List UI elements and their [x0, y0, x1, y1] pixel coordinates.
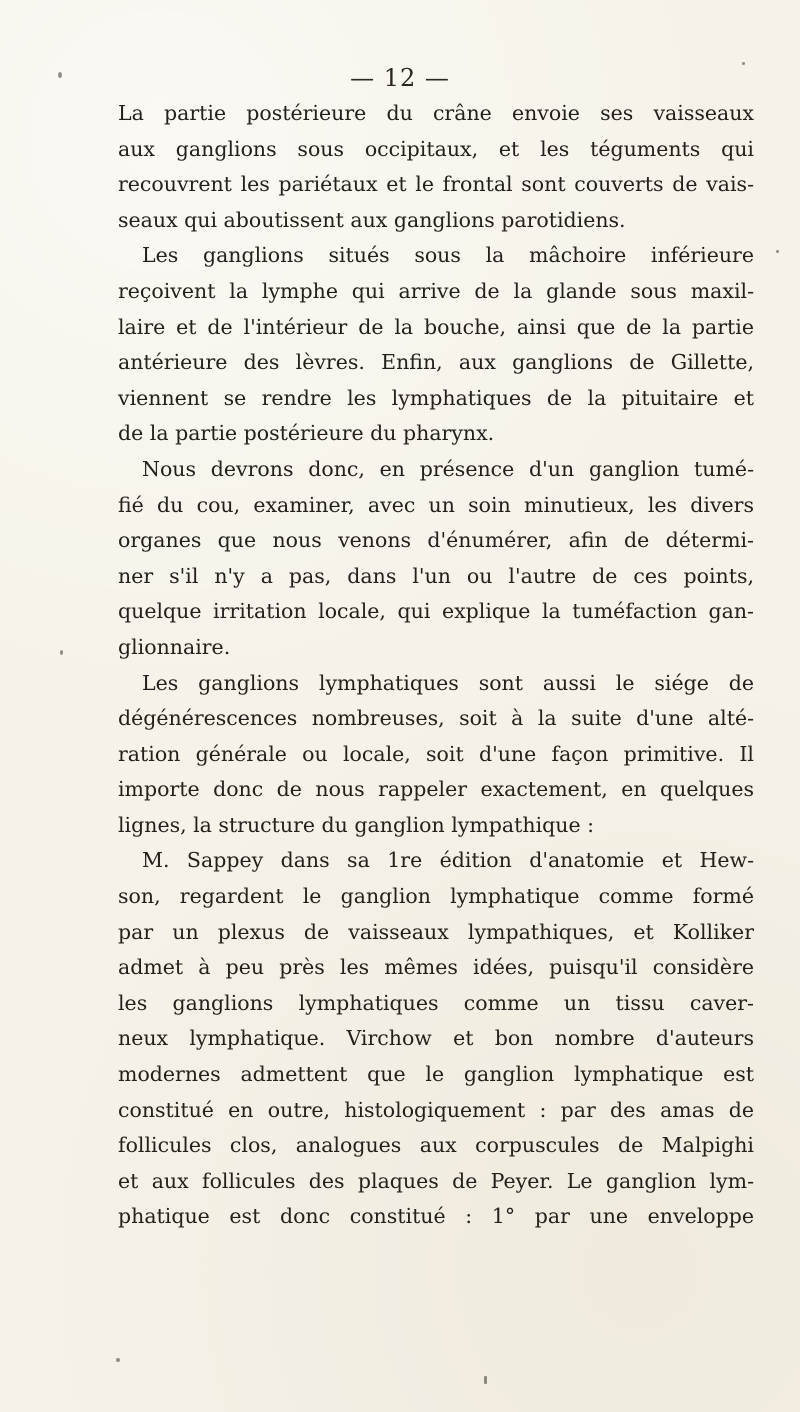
- text-line: viennent se rendre les lymphatiques de la pituitaire et: [118, 385, 754, 410]
- text-line: follicules clos, analogues aux corpuscules de Malpighi: [118, 1133, 754, 1158]
- text-line: lignes, la structure du ganglion lympathique :: [118, 812, 595, 837]
- paper-speck: [776, 250, 779, 253]
- text-line: M. Sappey dans sa 1re édition d'anatomie et Hew-: [142, 848, 754, 873]
- text-line: ration générale ou locale, soit d'une façon primitive. Il: [118, 741, 754, 766]
- text-line: aux ganglions sous occipitaux, et les téguments qui: [118, 136, 754, 161]
- paper-speck: [58, 72, 62, 78]
- text-line: de la partie postérieure du pharynx.: [118, 421, 495, 446]
- text-line: admet à peu près les mêmes idées, puisqu'il considère: [118, 955, 754, 980]
- text-line: les ganglions lymphatiques comme un tissu caver-: [118, 990, 754, 1015]
- text-line: Les ganglions lymphatiques sont aussi le siége de: [142, 670, 754, 695]
- text-line: par un plexus de vaisseaux lympathiques, et Kolliker: [118, 919, 754, 944]
- text-line: constitué en outre, histologiquement : par des amas de: [118, 1097, 754, 1122]
- text-line: reçoivent la lymphe qui arrive de la glande sous maxil-: [118, 278, 754, 303]
- page-number: — 12 —: [350, 64, 450, 92]
- body-text: [118, 96, 754, 1235]
- text-line: fié du cou, examiner, avec un soin minutieux, les divers: [118, 492, 754, 517]
- paper-speck: [60, 650, 63, 655]
- paper-speck: [742, 62, 745, 65]
- text-line: Nous devrons donc, en présence d'un ganglion tumé-: [142, 456, 754, 481]
- text-line: quelque irritation locale, qui explique la tuméfaction gan-: [118, 599, 754, 624]
- text-line: La partie postérieure du crâne envoie ses vaisseaux: [118, 101, 754, 125]
- text-line: phatique est donc constitué : 1° par une enveloppe: [118, 1204, 754, 1229]
- paper-speck: [484, 1376, 487, 1384]
- text-line: et aux follicules des plaques de Peyer. Le ganglion lym-: [118, 1168, 754, 1193]
- text-line: importe donc de nous rappeler exactement, en quelques: [118, 777, 754, 802]
- text-line: glionnaire.: [118, 634, 231, 659]
- text-line: seaux qui aboutissent aux ganglions parotidiens.: [118, 207, 626, 232]
- text-line: recouvrent les pariétaux et le frontal sont couverts de vais-: [118, 172, 754, 197]
- text-line: dégénérescences nombreuses, soit à la suite d'une alté-: [118, 706, 754, 731]
- text-line: antérieure des lèvres. Enfin, aux ganglions de Gillette,: [118, 350, 754, 375]
- text-line: organes que nous venons d'énumérer, afin de détermi-: [118, 528, 754, 553]
- text-line: modernes admettent que le ganglion lymphatique est: [118, 1062, 754, 1087]
- text-line: son, regardent le ganglion lymphatique comme formé: [118, 884, 754, 909]
- text-line: Les ganglions situés sous la mâchoire inférieure: [142, 243, 754, 268]
- paper-speck: [116, 1358, 120, 1362]
- text-line: ner s'il n'y a pas, dans l'un ou l'autre de ces points,: [118, 563, 754, 588]
- text-line: neux lymphatique. Virchow et bon nombre d'auteurs: [118, 1026, 754, 1051]
- text-line: laire et de l'intérieur de la bouche, ainsi que de la partie: [118, 314, 754, 339]
